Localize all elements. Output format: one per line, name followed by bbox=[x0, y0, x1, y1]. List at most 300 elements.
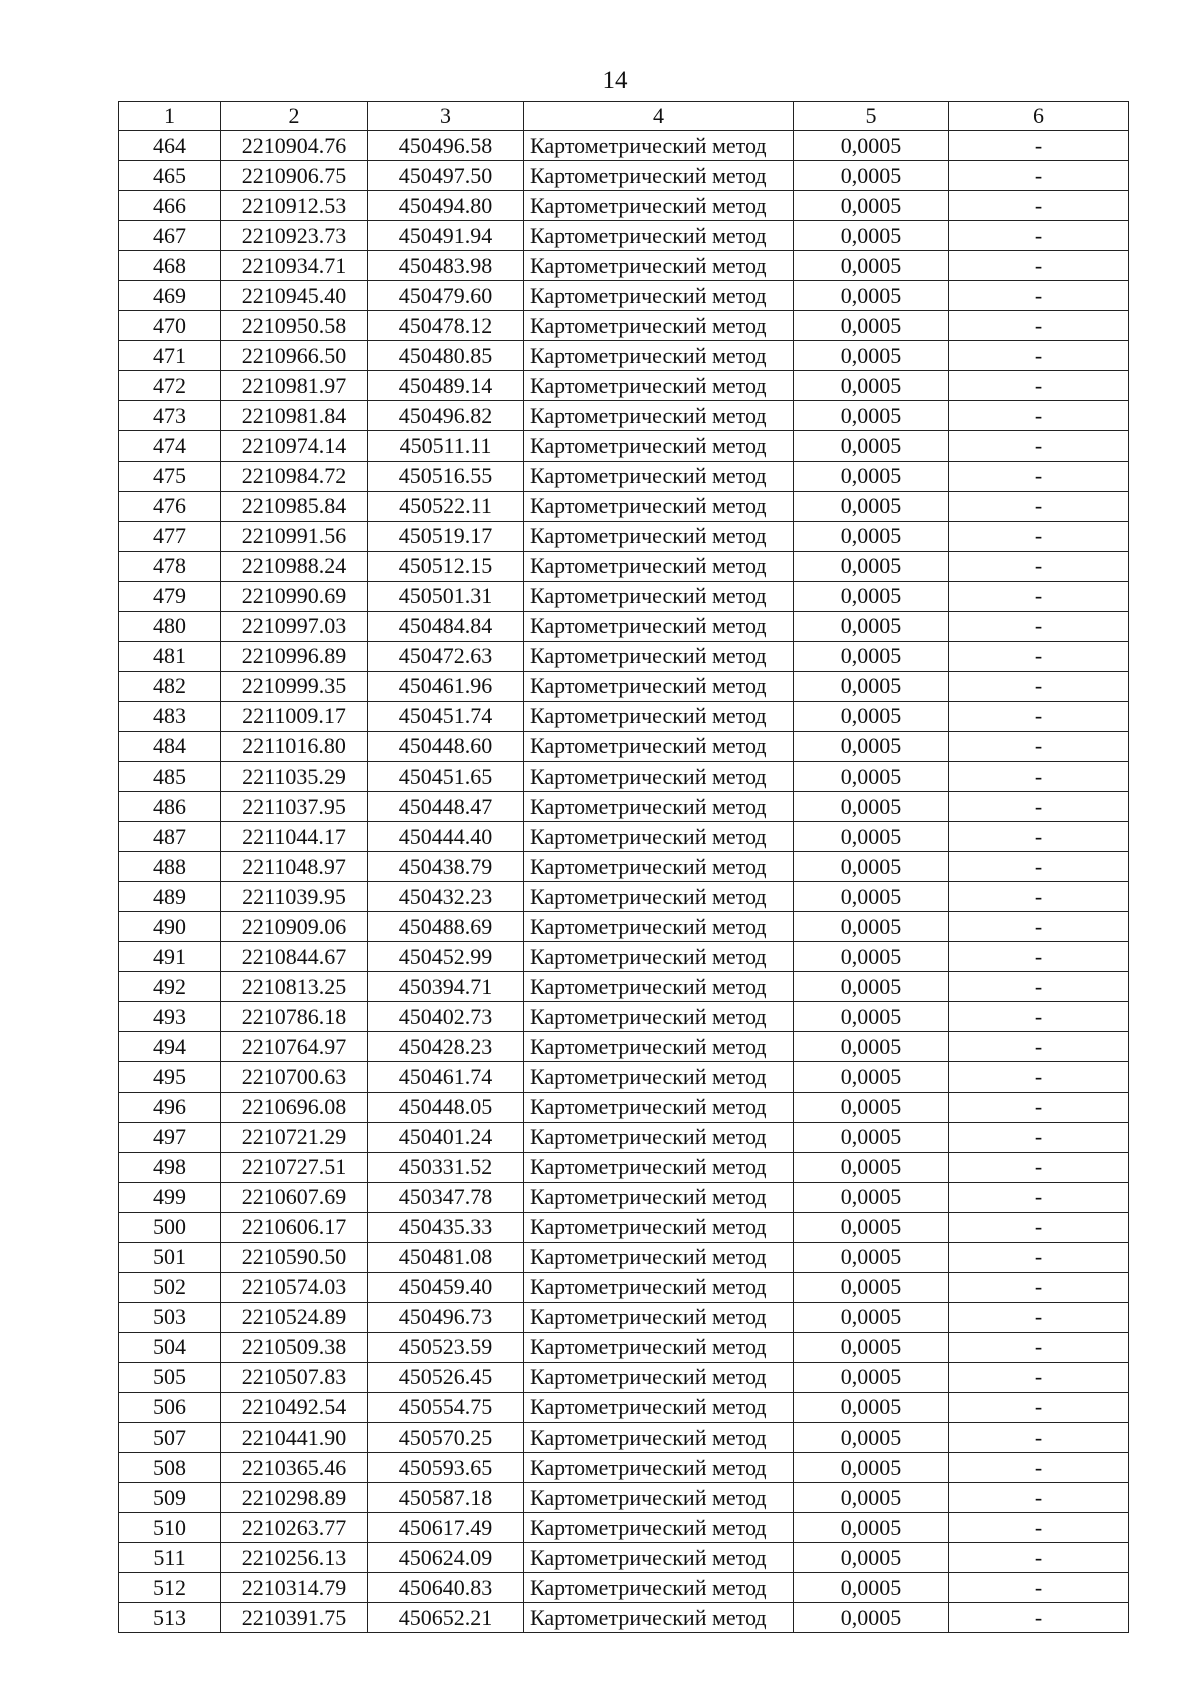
method-cell: Картометрический метод bbox=[524, 1242, 794, 1272]
header-col-6: 6 bbox=[949, 102, 1129, 131]
point-number-cell: 476 bbox=[119, 491, 221, 521]
note-cell: - bbox=[949, 1032, 1129, 1062]
table-row bbox=[119, 1483, 1129, 1513]
note-cell: - bbox=[949, 161, 1129, 191]
point-number-cell: 481 bbox=[119, 641, 221, 671]
note-cell: - bbox=[949, 671, 1129, 701]
table-row bbox=[119, 1423, 1129, 1453]
method-cell: Картометрический метод bbox=[524, 1603, 794, 1633]
accuracy-cell: 0,0005 bbox=[794, 371, 949, 401]
point-number-cell: 483 bbox=[119, 701, 221, 731]
note-cell: - bbox=[949, 1362, 1129, 1392]
x-coordinate-cell: 2210988.24 bbox=[221, 551, 368, 581]
note-cell: - bbox=[949, 1242, 1129, 1272]
method-cell: Картометрический метод bbox=[524, 1302, 794, 1332]
table-row bbox=[119, 972, 1129, 1002]
note-cell: - bbox=[949, 1573, 1129, 1603]
method-cell: Картометрический метод bbox=[524, 1092, 794, 1122]
note-cell: - bbox=[949, 461, 1129, 491]
note-cell: - bbox=[949, 912, 1129, 942]
table-row bbox=[119, 1332, 1129, 1362]
method-cell: Картометрический метод bbox=[524, 1453, 794, 1483]
y-coordinate-cell: 450394.71 bbox=[368, 972, 524, 1002]
method-cell: Картометрический метод bbox=[524, 1212, 794, 1242]
y-coordinate-cell: 450444.40 bbox=[368, 822, 524, 852]
note-cell: - bbox=[949, 521, 1129, 551]
y-coordinate-cell: 450481.08 bbox=[368, 1242, 524, 1272]
method-cell: Картометрический метод bbox=[524, 581, 794, 611]
point-number-cell: 475 bbox=[119, 461, 221, 491]
y-coordinate-cell: 450448.60 bbox=[368, 731, 524, 761]
table-row bbox=[119, 551, 1129, 581]
x-coordinate-cell: 2210844.67 bbox=[221, 942, 368, 972]
x-coordinate-cell: 2210256.13 bbox=[221, 1543, 368, 1573]
point-number-cell: 488 bbox=[119, 852, 221, 882]
y-coordinate-cell: 450461.74 bbox=[368, 1062, 524, 1092]
x-coordinate-cell: 2210298.89 bbox=[221, 1483, 368, 1513]
accuracy-cell: 0,0005 bbox=[794, 731, 949, 761]
accuracy-cell: 0,0005 bbox=[794, 1392, 949, 1422]
y-coordinate-cell: 450511.11 bbox=[368, 431, 524, 461]
header-col-5: 5 bbox=[794, 102, 949, 131]
note-cell: - bbox=[949, 131, 1129, 161]
note-cell: - bbox=[949, 1392, 1129, 1422]
point-number-cell: 467 bbox=[119, 221, 221, 251]
y-coordinate-cell: 450494.80 bbox=[368, 191, 524, 221]
note-cell: - bbox=[949, 731, 1129, 761]
note-cell: - bbox=[949, 1122, 1129, 1152]
accuracy-cell: 0,0005 bbox=[794, 1242, 949, 1272]
y-coordinate-cell: 450526.45 bbox=[368, 1362, 524, 1392]
point-number-cell: 472 bbox=[119, 371, 221, 401]
note-cell: - bbox=[949, 1092, 1129, 1122]
x-coordinate-cell: 2210945.40 bbox=[221, 281, 368, 311]
y-coordinate-cell: 450401.24 bbox=[368, 1122, 524, 1152]
accuracy-cell: 0,0005 bbox=[794, 1573, 949, 1603]
y-coordinate-cell: 450512.15 bbox=[368, 551, 524, 581]
point-number-cell: 511 bbox=[119, 1543, 221, 1573]
x-coordinate-cell: 2210990.69 bbox=[221, 581, 368, 611]
point-number-cell: 503 bbox=[119, 1302, 221, 1332]
note-cell: - bbox=[949, 761, 1129, 791]
method-cell: Картометрический метод bbox=[524, 1423, 794, 1453]
x-coordinate-cell: 2210974.14 bbox=[221, 431, 368, 461]
accuracy-cell: 0,0005 bbox=[794, 972, 949, 1002]
table-row bbox=[119, 1002, 1129, 1032]
method-cell: Картометрический метод bbox=[524, 401, 794, 431]
accuracy-cell: 0,0005 bbox=[794, 131, 949, 161]
accuracy-cell: 0,0005 bbox=[794, 1062, 949, 1092]
note-cell: - bbox=[949, 1483, 1129, 1513]
table-row bbox=[119, 882, 1129, 912]
note-cell: - bbox=[949, 371, 1129, 401]
method-cell: Картометрический метод bbox=[524, 341, 794, 371]
point-number-cell: 509 bbox=[119, 1483, 221, 1513]
point-number-cell: 482 bbox=[119, 671, 221, 701]
method-cell: Картометрический метод bbox=[524, 491, 794, 521]
accuracy-cell: 0,0005 bbox=[794, 1032, 949, 1062]
point-number-cell: 492 bbox=[119, 972, 221, 1002]
x-coordinate-cell: 2210985.84 bbox=[221, 491, 368, 521]
x-coordinate-cell: 2211048.97 bbox=[221, 852, 368, 882]
x-coordinate-cell: 2210524.89 bbox=[221, 1302, 368, 1332]
method-cell: Картометрический метод bbox=[524, 852, 794, 882]
method-cell: Картометрический метод bbox=[524, 1272, 794, 1302]
accuracy-cell: 0,0005 bbox=[794, 912, 949, 942]
x-coordinate-cell: 2210991.56 bbox=[221, 521, 368, 551]
y-coordinate-cell: 450448.05 bbox=[368, 1092, 524, 1122]
header-row bbox=[119, 102, 1129, 131]
point-number-cell: 512 bbox=[119, 1573, 221, 1603]
point-number-cell: 471 bbox=[119, 341, 221, 371]
method-cell: Картометрический метод bbox=[524, 1513, 794, 1543]
accuracy-cell: 0,0005 bbox=[794, 611, 949, 641]
accuracy-cell: 0,0005 bbox=[794, 1272, 949, 1302]
method-cell: Картометрический метод bbox=[524, 671, 794, 701]
method-cell: Картометрический метод bbox=[524, 1573, 794, 1603]
accuracy-cell: 0,0005 bbox=[794, 431, 949, 461]
y-coordinate-cell: 450624.09 bbox=[368, 1543, 524, 1573]
x-coordinate-cell: 2210727.51 bbox=[221, 1152, 368, 1182]
x-coordinate-cell: 2210606.17 bbox=[221, 1212, 368, 1242]
point-number-cell: 510 bbox=[119, 1513, 221, 1543]
note-cell: - bbox=[949, 311, 1129, 341]
x-coordinate-cell: 2210912.53 bbox=[221, 191, 368, 221]
header-col-4: 4 bbox=[524, 102, 794, 131]
y-coordinate-cell: 450452.99 bbox=[368, 942, 524, 972]
y-coordinate-cell: 450478.12 bbox=[368, 311, 524, 341]
table-row bbox=[119, 701, 1129, 731]
method-cell: Картометрический метод bbox=[524, 521, 794, 551]
header-col-3: 3 bbox=[368, 102, 524, 131]
y-coordinate-cell: 450489.14 bbox=[368, 371, 524, 401]
table-row bbox=[119, 341, 1129, 371]
accuracy-cell: 0,0005 bbox=[794, 341, 949, 371]
table-row bbox=[119, 1302, 1129, 1332]
table-row bbox=[119, 611, 1129, 641]
y-coordinate-cell: 450459.40 bbox=[368, 1272, 524, 1302]
table-row bbox=[119, 912, 1129, 942]
note-cell: - bbox=[949, 281, 1129, 311]
note-cell: - bbox=[949, 491, 1129, 521]
accuracy-cell: 0,0005 bbox=[794, 311, 949, 341]
x-coordinate-cell: 2210981.84 bbox=[221, 401, 368, 431]
accuracy-cell: 0,0005 bbox=[794, 1332, 949, 1362]
table-row bbox=[119, 311, 1129, 341]
accuracy-cell: 0,0005 bbox=[794, 1483, 949, 1513]
accuracy-cell: 0,0005 bbox=[794, 521, 949, 551]
note-cell: - bbox=[949, 1423, 1129, 1453]
x-coordinate-cell: 2210786.18 bbox=[221, 1002, 368, 1032]
x-coordinate-cell: 2210909.06 bbox=[221, 912, 368, 942]
y-coordinate-cell: 450402.73 bbox=[368, 1002, 524, 1032]
accuracy-cell: 0,0005 bbox=[794, 1453, 949, 1483]
table-row bbox=[119, 761, 1129, 791]
x-coordinate-cell: 2210574.03 bbox=[221, 1272, 368, 1302]
note-cell: - bbox=[949, 972, 1129, 1002]
method-cell: Картометрический метод bbox=[524, 221, 794, 251]
table-row bbox=[119, 1392, 1129, 1422]
accuracy-cell: 0,0005 bbox=[794, 191, 949, 221]
y-coordinate-cell: 450554.75 bbox=[368, 1392, 524, 1422]
method-cell: Картометрический метод bbox=[524, 1332, 794, 1362]
y-coordinate-cell: 450640.83 bbox=[368, 1573, 524, 1603]
table-row bbox=[119, 1062, 1129, 1092]
table-row bbox=[119, 1122, 1129, 1152]
x-coordinate-cell: 2210263.77 bbox=[221, 1513, 368, 1543]
accuracy-cell: 0,0005 bbox=[794, 701, 949, 731]
point-number-cell: 502 bbox=[119, 1272, 221, 1302]
accuracy-cell: 0,0005 bbox=[794, 401, 949, 431]
table-row bbox=[119, 1362, 1129, 1392]
accuracy-cell: 0,0005 bbox=[794, 221, 949, 251]
table-row bbox=[119, 131, 1129, 161]
x-coordinate-cell: 2210700.63 bbox=[221, 1062, 368, 1092]
method-cell: Картометрический метод bbox=[524, 1483, 794, 1513]
point-number-cell: 501 bbox=[119, 1242, 221, 1272]
table-row bbox=[119, 942, 1129, 972]
y-coordinate-cell: 450593.65 bbox=[368, 1453, 524, 1483]
method-cell: Картометрический метод bbox=[524, 1122, 794, 1152]
accuracy-cell: 0,0005 bbox=[794, 942, 949, 972]
x-coordinate-cell: 2210813.25 bbox=[221, 972, 368, 1002]
x-coordinate-cell: 2210966.50 bbox=[221, 341, 368, 371]
point-number-cell: 507 bbox=[119, 1423, 221, 1453]
note-cell: - bbox=[949, 581, 1129, 611]
y-coordinate-cell: 450428.23 bbox=[368, 1032, 524, 1062]
accuracy-cell: 0,0005 bbox=[794, 1182, 949, 1212]
method-cell: Картометрический метод bbox=[524, 1362, 794, 1392]
point-number-cell: 485 bbox=[119, 761, 221, 791]
point-number-cell: 484 bbox=[119, 731, 221, 761]
y-coordinate-cell: 450488.69 bbox=[368, 912, 524, 942]
accuracy-cell: 0,0005 bbox=[794, 581, 949, 611]
note-cell: - bbox=[949, 1272, 1129, 1302]
y-coordinate-cell: 450451.74 bbox=[368, 701, 524, 731]
note-cell: - bbox=[949, 942, 1129, 972]
note-cell: - bbox=[949, 611, 1129, 641]
point-number-cell: 487 bbox=[119, 822, 221, 852]
table-row bbox=[119, 521, 1129, 551]
note-cell: - bbox=[949, 882, 1129, 912]
note-cell: - bbox=[949, 1453, 1129, 1483]
point-number-cell: 468 bbox=[119, 251, 221, 281]
y-coordinate-cell: 450519.17 bbox=[368, 521, 524, 551]
point-number-cell: 500 bbox=[119, 1212, 221, 1242]
method-cell: Картометрический метод bbox=[524, 311, 794, 341]
table-row bbox=[119, 1152, 1129, 1182]
table-row bbox=[119, 1212, 1129, 1242]
note-cell: - bbox=[949, 221, 1129, 251]
method-cell: Картометрический метод bbox=[524, 942, 794, 972]
method-cell: Картометрический метод bbox=[524, 641, 794, 671]
y-coordinate-cell: 450451.65 bbox=[368, 761, 524, 791]
table-row bbox=[119, 251, 1129, 281]
y-coordinate-cell: 450497.50 bbox=[368, 161, 524, 191]
table-row bbox=[119, 161, 1129, 191]
table-row bbox=[119, 1182, 1129, 1212]
note-cell: - bbox=[949, 341, 1129, 371]
table-row bbox=[119, 641, 1129, 671]
point-number-cell: 469 bbox=[119, 281, 221, 311]
table-row bbox=[119, 221, 1129, 251]
point-number-cell: 497 bbox=[119, 1122, 221, 1152]
accuracy-cell: 0,0005 bbox=[794, 882, 949, 912]
y-coordinate-cell: 450516.55 bbox=[368, 461, 524, 491]
accuracy-cell: 0,0005 bbox=[794, 822, 949, 852]
table-row bbox=[119, 401, 1129, 431]
table-row bbox=[119, 731, 1129, 761]
table-row bbox=[119, 822, 1129, 852]
note-cell: - bbox=[949, 401, 1129, 431]
y-coordinate-cell: 450652.21 bbox=[368, 1603, 524, 1633]
x-coordinate-cell: 2210764.97 bbox=[221, 1032, 368, 1062]
method-cell: Картометрический метод bbox=[524, 822, 794, 852]
point-number-cell: 477 bbox=[119, 521, 221, 551]
accuracy-cell: 0,0005 bbox=[794, 671, 949, 701]
point-number-cell: 465 bbox=[119, 161, 221, 191]
point-number-cell: 464 bbox=[119, 131, 221, 161]
method-cell: Картометрический метод bbox=[524, 792, 794, 822]
x-coordinate-cell: 2210984.72 bbox=[221, 461, 368, 491]
header-col-2: 2 bbox=[221, 102, 368, 131]
point-number-cell: 491 bbox=[119, 942, 221, 972]
note-cell: - bbox=[949, 1152, 1129, 1182]
note-cell: - bbox=[949, 251, 1129, 281]
point-number-cell: 489 bbox=[119, 882, 221, 912]
method-cell: Картометрический метод bbox=[524, 1032, 794, 1062]
y-coordinate-cell: 450461.96 bbox=[368, 671, 524, 701]
method-cell: Картометрический метод bbox=[524, 1392, 794, 1422]
x-coordinate-cell: 2211044.17 bbox=[221, 822, 368, 852]
point-number-cell: 490 bbox=[119, 912, 221, 942]
x-coordinate-cell: 2211016.80 bbox=[221, 731, 368, 761]
method-cell: Картометрический метод bbox=[524, 1543, 794, 1573]
point-number-cell: 493 bbox=[119, 1002, 221, 1032]
point-number-cell: 494 bbox=[119, 1032, 221, 1062]
x-coordinate-cell: 2211039.95 bbox=[221, 882, 368, 912]
method-cell: Картометрический метод bbox=[524, 1002, 794, 1032]
table-row bbox=[119, 671, 1129, 701]
x-coordinate-cell: 2210492.54 bbox=[221, 1392, 368, 1422]
accuracy-cell: 0,0005 bbox=[794, 491, 949, 521]
note-cell: - bbox=[949, 191, 1129, 221]
point-number-cell: 473 bbox=[119, 401, 221, 431]
note-cell: - bbox=[949, 551, 1129, 581]
method-cell: Картометрический метод bbox=[524, 972, 794, 1002]
table-row bbox=[119, 491, 1129, 521]
y-coordinate-cell: 450496.82 bbox=[368, 401, 524, 431]
note-cell: - bbox=[949, 1002, 1129, 1032]
method-cell: Картометрический метод bbox=[524, 701, 794, 731]
table-body bbox=[119, 131, 1129, 1633]
method-cell: Картометрический метод bbox=[524, 461, 794, 491]
table-row bbox=[119, 1513, 1129, 1543]
x-coordinate-cell: 2210906.75 bbox=[221, 161, 368, 191]
table-row bbox=[119, 1543, 1129, 1573]
x-coordinate-cell: 2210365.46 bbox=[221, 1453, 368, 1483]
note-cell: - bbox=[949, 701, 1129, 731]
method-cell: Картометрический метод bbox=[524, 761, 794, 791]
method-cell: Картометрический метод bbox=[524, 551, 794, 581]
point-number-cell: 495 bbox=[119, 1062, 221, 1092]
x-coordinate-cell: 2211009.17 bbox=[221, 701, 368, 731]
page-number: 14 bbox=[602, 67, 628, 94]
x-coordinate-cell: 2210721.29 bbox=[221, 1122, 368, 1152]
y-coordinate-cell: 450331.52 bbox=[368, 1152, 524, 1182]
point-number-cell: 505 bbox=[119, 1362, 221, 1392]
note-cell: - bbox=[949, 1182, 1129, 1212]
table-row bbox=[119, 1603, 1129, 1633]
y-coordinate-cell: 450347.78 bbox=[368, 1182, 524, 1212]
note-cell: - bbox=[949, 792, 1129, 822]
note-cell: - bbox=[949, 822, 1129, 852]
x-coordinate-cell: 2210981.97 bbox=[221, 371, 368, 401]
accuracy-cell: 0,0005 bbox=[794, 461, 949, 491]
x-coordinate-cell: 2210441.90 bbox=[221, 1423, 368, 1453]
y-coordinate-cell: 450479.60 bbox=[368, 281, 524, 311]
table-row bbox=[119, 461, 1129, 491]
method-cell: Картометрический метод bbox=[524, 131, 794, 161]
note-cell: - bbox=[949, 1603, 1129, 1633]
y-coordinate-cell: 450496.58 bbox=[368, 131, 524, 161]
method-cell: Картометрический метод bbox=[524, 191, 794, 221]
x-coordinate-cell: 2210314.79 bbox=[221, 1573, 368, 1603]
y-coordinate-cell: 450480.85 bbox=[368, 341, 524, 371]
y-coordinate-cell: 450491.94 bbox=[368, 221, 524, 251]
method-cell: Картометрический метод bbox=[524, 611, 794, 641]
x-coordinate-cell: 2210607.69 bbox=[221, 1182, 368, 1212]
point-number-cell: 478 bbox=[119, 551, 221, 581]
note-cell: - bbox=[949, 852, 1129, 882]
table-row bbox=[119, 371, 1129, 401]
coordinates-table bbox=[118, 101, 1129, 1633]
note-cell: - bbox=[949, 1212, 1129, 1242]
method-cell: Картометрический метод bbox=[524, 1182, 794, 1212]
table-row bbox=[119, 431, 1129, 461]
table-row bbox=[119, 1272, 1129, 1302]
point-number-cell: 480 bbox=[119, 611, 221, 641]
table-row bbox=[119, 1573, 1129, 1603]
accuracy-cell: 0,0005 bbox=[794, 1362, 949, 1392]
y-coordinate-cell: 450587.18 bbox=[368, 1483, 524, 1513]
accuracy-cell: 0,0005 bbox=[794, 1122, 949, 1152]
table-row bbox=[119, 1032, 1129, 1062]
x-coordinate-cell: 2210950.58 bbox=[221, 311, 368, 341]
method-cell: Картометрический метод bbox=[524, 281, 794, 311]
y-coordinate-cell: 450484.84 bbox=[368, 611, 524, 641]
x-coordinate-cell: 2210934.71 bbox=[221, 251, 368, 281]
table-header bbox=[119, 102, 1129, 131]
y-coordinate-cell: 450483.98 bbox=[368, 251, 524, 281]
accuracy-cell: 0,0005 bbox=[794, 551, 949, 581]
accuracy-cell: 0,0005 bbox=[794, 852, 949, 882]
accuracy-cell: 0,0005 bbox=[794, 251, 949, 281]
point-number-cell: 496 bbox=[119, 1092, 221, 1122]
point-number-cell: 479 bbox=[119, 581, 221, 611]
point-number-cell: 486 bbox=[119, 792, 221, 822]
method-cell: Картометрический метод bbox=[524, 1152, 794, 1182]
table-row bbox=[119, 1453, 1129, 1483]
point-number-cell: 504 bbox=[119, 1332, 221, 1362]
accuracy-cell: 0,0005 bbox=[794, 1212, 949, 1242]
method-cell: Картометрический метод bbox=[524, 371, 794, 401]
accuracy-cell: 0,0005 bbox=[794, 1603, 949, 1633]
note-cell: - bbox=[949, 641, 1129, 671]
accuracy-cell: 0,0005 bbox=[794, 641, 949, 671]
x-coordinate-cell: 2210696.08 bbox=[221, 1092, 368, 1122]
accuracy-cell: 0,0005 bbox=[794, 161, 949, 191]
